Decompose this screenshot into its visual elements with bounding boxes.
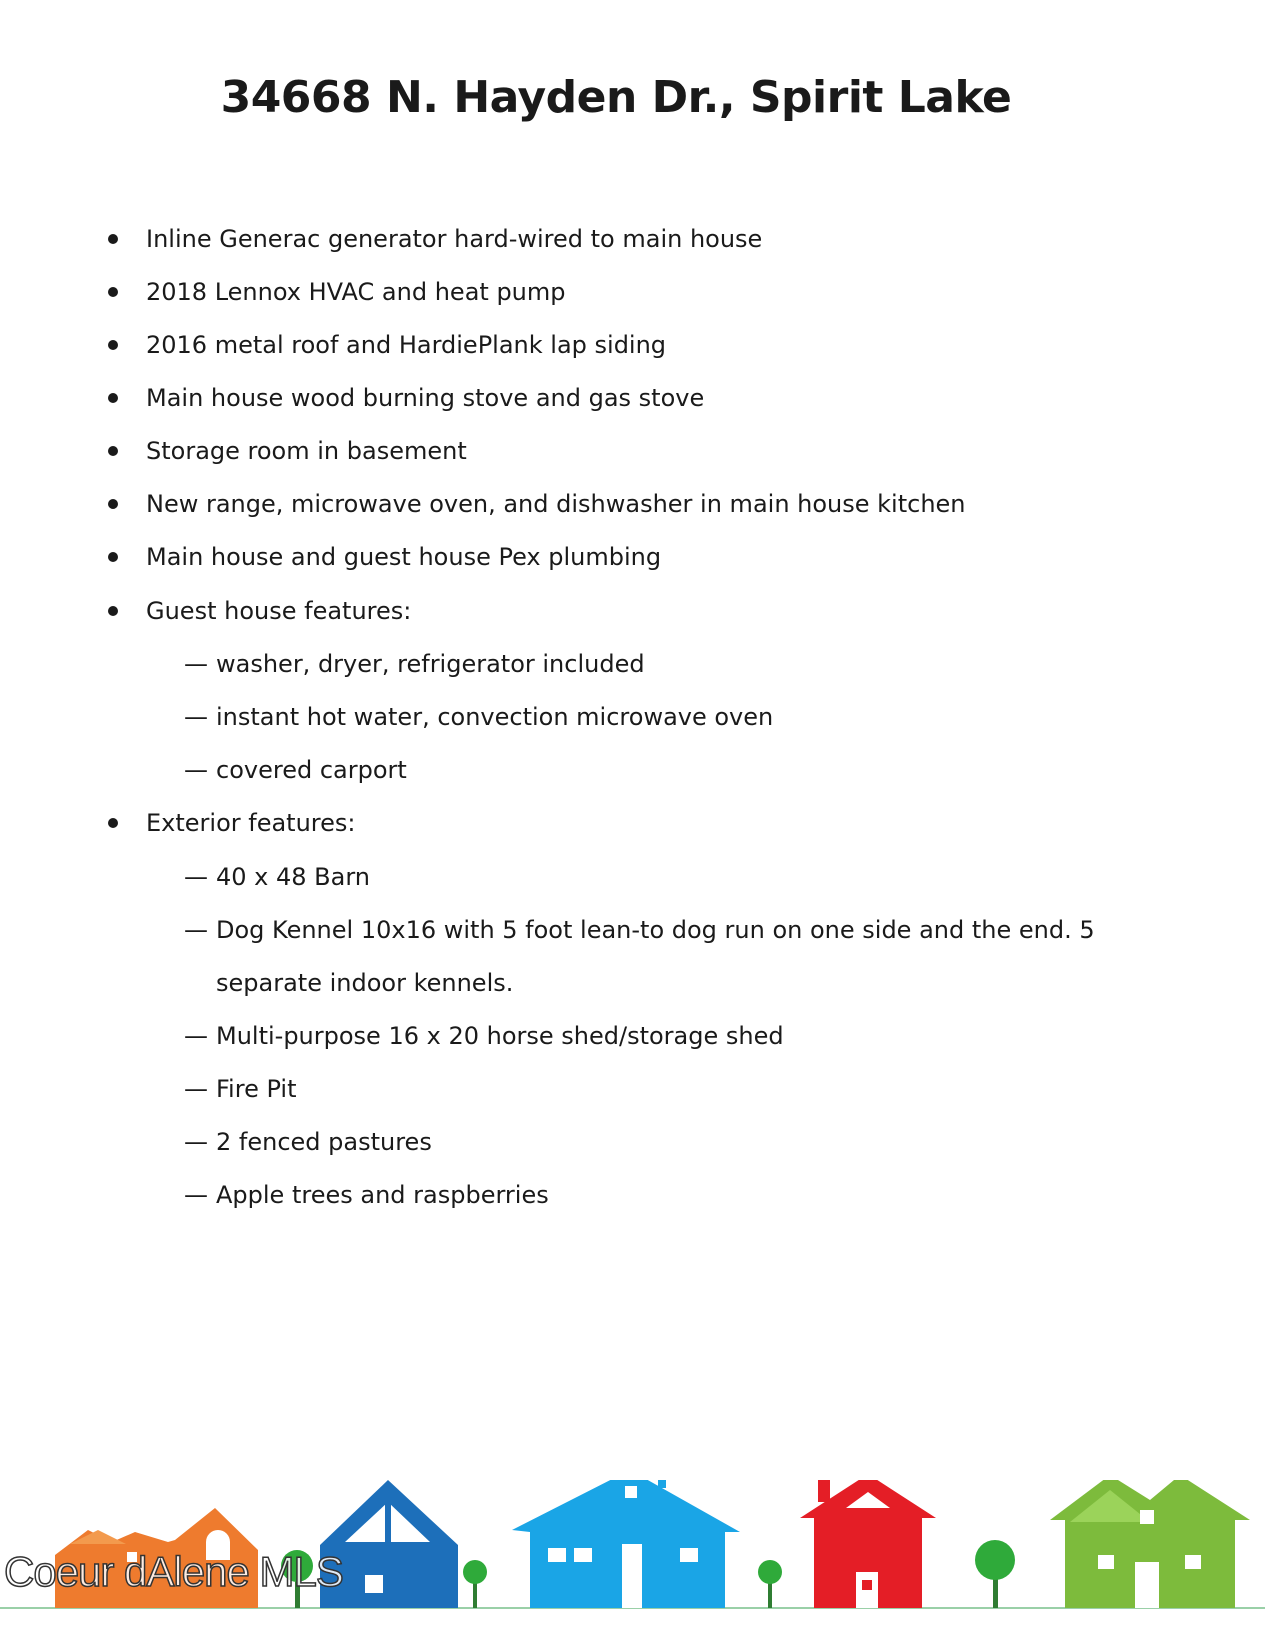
red-house-icon [800, 1480, 936, 1608]
sub-item-text: washer, dryer, refrigerator included [216, 650, 645, 678]
sub-item [184, 1021, 784, 1051]
watermark: Coeur dAlene MLS [4, 1548, 343, 1595]
list-item: Main house wood burning stove and gas stove [146, 384, 705, 412]
sub-item-text: instant hot water, convection microwave oven [216, 703, 774, 731]
bullet [108, 499, 118, 509]
bullet [108, 287, 118, 297]
sub-item [184, 755, 407, 785]
sub-item [184, 1074, 296, 1104]
dash: — [184, 1075, 208, 1103]
list-item: 2018 Lennox HVAC and heat pump [146, 278, 566, 306]
page-title: 34668 N. Hayden Dr., Spirit Lake [220, 72, 1012, 123]
sub-item [184, 1180, 549, 1210]
dash: — [184, 1128, 208, 1156]
bullet [108, 446, 118, 456]
dash: — [184, 756, 208, 784]
sub-item-text: Multi-purpose 16 x 20 horse shed/storage shed [216, 1022, 784, 1050]
list-item-guest-house: Guest house features: [146, 597, 412, 625]
bullet [108, 552, 118, 562]
green-house-icon [1050, 1480, 1250, 1608]
dash: — [184, 1022, 208, 1050]
sub-item [184, 915, 1095, 945]
bullet [108, 818, 118, 828]
cyan-house-icon [512, 1480, 740, 1608]
sub-item [184, 702, 773, 732]
list-item: New range, microwave oven, and dishwasher in main house kitchen [146, 490, 966, 518]
tree-icon [463, 1560, 487, 1608]
sub-item-text: Dog Kennel 10x16 with 5 foot lean-to dog run on one side and the end. 5 [216, 916, 1095, 944]
sub-item-text: covered carport [216, 756, 407, 784]
sub-item [184, 649, 645, 679]
list-item: Main house and guest house Pex plumbing [146, 543, 662, 571]
dash: — [184, 1181, 208, 1209]
dash: — [184, 916, 208, 944]
sub-item [184, 862, 370, 892]
sub-item-text: Apple trees and raspberries [216, 1181, 549, 1209]
bullet [108, 606, 118, 616]
list-item: Inline Generac generator hard-wired to main house [146, 225, 763, 253]
sub-item-text: 40 x 48 Barn [216, 863, 370, 891]
list-item: Storage room in basement [146, 437, 467, 465]
sub-item-text: Fire Pit [216, 1075, 297, 1103]
dash: — [184, 650, 208, 678]
bullet [108, 393, 118, 403]
list-item: 2016 metal roof and HardiePlank lap siding [146, 331, 667, 359]
sub-item [184, 1127, 432, 1157]
sub-item-text: 2 fenced pastures [216, 1128, 432, 1156]
list-item-exterior: Exterior features: [146, 809, 356, 837]
bullet [108, 234, 118, 244]
dash: — [184, 863, 208, 891]
tree-icon [975, 1540, 1015, 1608]
dash: — [184, 703, 208, 731]
tree-icon [758, 1560, 782, 1608]
sub-item-continuation: separate indoor kennels. [216, 969, 514, 997]
bullet [108, 340, 118, 350]
